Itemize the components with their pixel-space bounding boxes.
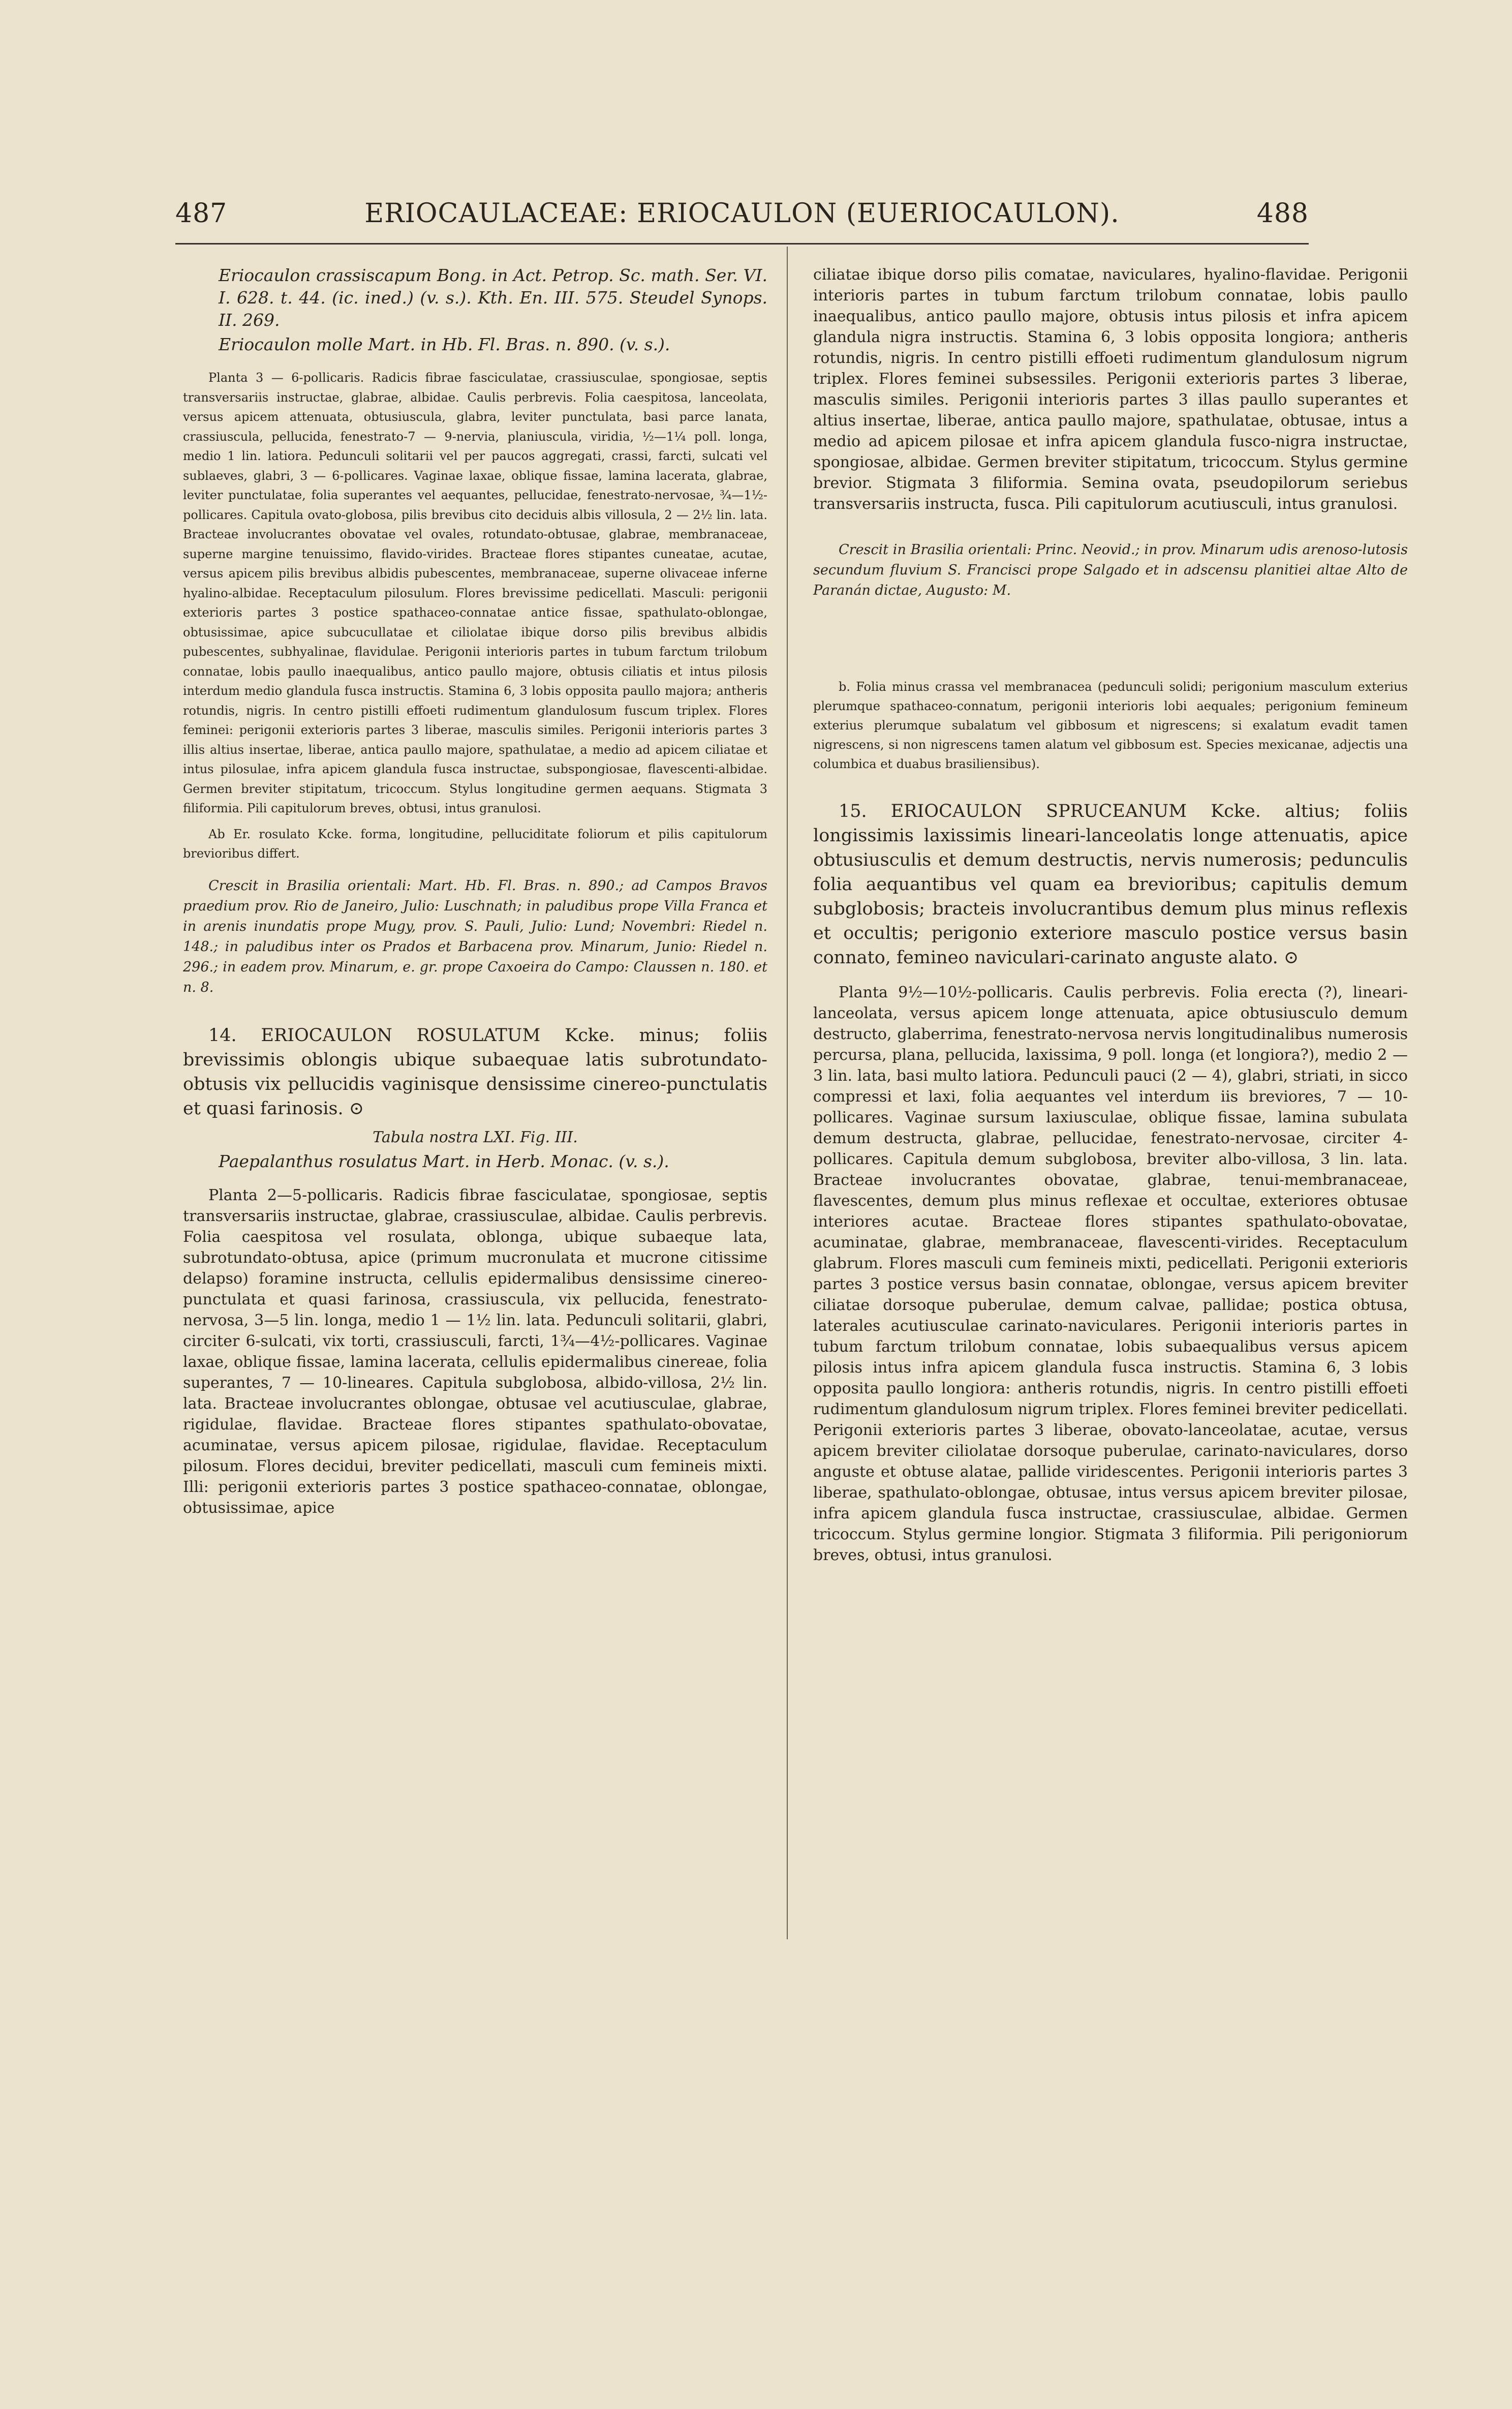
- species-14-heading: 14. ERIOCAULON ROSULATUM Kcke. minus; foliis brevissimis oblongis ubique subaequae latis subrotundato-obtusis vix pellucidis vaginisque densissime cinereo-punctulatis et quasi farinosis. ⊙: [183, 1025, 767, 1119]
- synonym-crassiscapum: Eriocaulon crassiscapum Bong. in Act. Petrop. Sc. math. Ser. VI. I. 628. t. 44. (ic. ined.) (v. s.). Kth. En. III. 575. Steudel Synops. II. 269.: [219, 265, 767, 330]
- differentia-crassiscapum: Ab Er. rosulato Kcke. forma, longitudine, pelluciditate foliorum et pilis capitulorum brevioribus differt.: [183, 827, 767, 861]
- column-separator: [787, 247, 788, 1939]
- right-column: [813, 264, 1408, 1566]
- description-rosulatum: Planta 2—5-pollicaris. Radicis fibrae fasciculatae, spongiosae, septis transversariis instructae, glabrae, crassiusculae, albidae. Caulis perbrevis. Folia caespitosa vel rosulata, oblonga, ubique subaeque lata, subrotundato-obtusa, apice (primum mucronulata et mucrone citissime delapso) foramine instructa, cellulis epidermalibus densissime cinereo-punctulata et quasi farinosa, crassiuscula, vix pellucida, fenestrato-nervosa, 3—5 lin. longa, medio 1 — 1½ lin. lata. Pedunculi solitarii, glabri, circiter 6-sulcati, vix torti, crassiusculi, farcti, 1¾—4½-pollicares. Vaginae laxae, oblique fissae, lamina lacerata, cellulis epidermalibus cinereae, folia superantes, 7 — 10-lineares. Capitula subglobosa, albido-villosa, 2½ lin. lata. Bracteae involucrantes oblongae, obtusae vel acutiusculae, glabrae, rigidulae, flavidae. Bracteae flores stipantes spathulato-obovatae, acuminatae, versus apicem pilosae, rigidulae, flavidae. Receptaculum pilosum. Flores decidui, breviter pedicellati, masculi cum femineis mixti. Illi: perigonii exterioris partes 3 postice spathaceo-connatae, oblongae, obtusissimae, apice: [183, 1186, 767, 1517]
- species-15-heading: 15. ERIOCAULON SPRUCEANUM Kcke. altius; foliis longissimis laxissimis lineari-lanceolatis longe attenuatis, apice obtusiusculis et demum destructis, nervis numerosis; pedunculis folia aequantibus vel quam ea brevioribus; capitulis demum subglobosis; bracteis involucrantibus demum plus minus reflexis et occultis; perigonio exteriore masculo postice versus basin connato, femineo naviculari-carinato anguste alato. ⊙: [813, 801, 1408, 968]
- left-column: [183, 264, 767, 1518]
- description-crassiscapum: Planta 3 — 6-pollicaris. Radicis fibrae fasciculatae, crassiusculae, spongiosae, septis transversariis instructae, glabrae, albidae. Caulis perbrevis. Folia caespitosa, lanceolata, versus apicem attenuata, obtusiuscula, glabra, leviter punctulata, basi parce lanata, crassiuscula, pellucida, fenestrato-7 — 9-nervia, planiuscula, viridia, ½—1¼ poll. longa, medio 1 lin. latiora. Pedunculi solitarii vel per paucos aggregati, crassi, farcti, sulcati vel sublaeves, glabri, 3 — 6-pollicares. Vaginae laxae, oblique fissae, lamina lacerata, glabrae, leviter punctulatae, folia superantes vel aequantes, pellucidae, fenestrato-nervosae, ¾—1½-pollicares. Capitula ovato-globosa, pilis brevibus cito deciduis albis villosula, 2 — 2½ lin. lata. Bracteae involucrantes obovatae vel ovales, rotundato-obtusae, glabrae, membranaceae, superne margine tenuissimo, flavido-virides. Bracteae flores stipantes cuneatae, acutae, versus apicem pilis brevibus albidis pubescentes, membranaceae, superne olivaceae inferne hyalino-albidae. Receptaculum pilosulum. Flores brevissime pedicellati. Masculi: perigonii exterioris partes 3 postice spathaceo-connatae antice fissae, spathulato-oblongae, obtusissimae, apice subcucullatae et ciliolatae ibique dorso pilis brevibus albidis pubescentes, subhyalinae, flavidulae. Perigonii interioris partes in tubum farctum trilobum connatae, lobis paullo inaequalibus, antico paullo majore, obtusis ciliatis et intus pilosis interdum medio glandula fusca instructis. Stamina 6, 3 lobis opposita paullo majora; antheris rotundis, nigris. In centro pistilli effoeti rudimentum glandulosum fuscum triplex. Flores feminei: perigonii exterioris partes 3 liberae, masculis similes. Perigonii interioris partes 3 illis altius insertae, liberae, antica paullo majore, spathulatae, a medio ad apicem ciliatae et intus pilosulae, infra apicem glandula fusca instructae, subspongiosae, flavescenti-albidae. Germen breviter stipitatum, tricoccum. Stylus longitudine germen aequans. Stigmata 3 filiformia. Pili capitulorum breves, obtusi, intus granulosi.: [183, 371, 767, 815]
- locality-rosulatum: Crescit in Brasilia orientali: Princ. Neovid.; in prov. Minarum udis arenoso-lutosis secundum fluvium S. Francisci prope Salgado et in adscensu planitiei altae Alto de Paranán dictae, Augusto: M.: [813, 542, 1408, 598]
- header-rule: [175, 243, 1309, 245]
- description-rosulatum-cont: ciliatae ibique dorso pilis comatae, naviculares, hyalino-flavidae. Perigonii interioris partes in tubum farctum trilobum connatae, lobis paullo inaequalibus, antico paullo majore, obtusis intus pilosis et infra apicem glandula nigra instructis. Stamina 6, 3 lobis opposita longiora; antheris rotundis, nigris. In centro pistilli effoeti rudimentum glandulosum nigrum triplex. Flores feminei subsessiles. Perigonii exterioris partes 3 liberae, masculis similes. Perigonii interioris partes 3 illas paullo superantes et altius insertae, liberae, antica paullo majore, spathulatae, obtusae, intus a medio ad apicem pilosae et infra apicem glandula fusco-nigra instructae, spongiosae, albidae. Germen breviter stipitatum, tricoccum. Stylus germine brevior. Stigmata 3 filiformia. Semina ovata, pseudopilorum seriebus transversariis instructa, fusca. Pili capitulorum acutiusculi, intus granulosi.: [813, 266, 1408, 513]
- synonym-molle: Eriocaulon molle Mart. in Hb. Fl. Bras. n. 890. (v. s.).: [219, 334, 670, 354]
- synonym-paepalanthus: Paepalanthus rosulatus Mart. in Herb. Monac. (v. s.).: [219, 1151, 669, 1171]
- description-spruceanum: Planta 9½—10½-pollicaris. Caulis perbrevis. Folia erecta (?), lineari-lanceolata, versus apicem longe attenuata, apice obtusiusculo demum destructo, glaberrima, fenestrato-nervosa nervis longitudinalibus numerosis percursa, plana, pellucida, laxissima, 9 poll. longa (et longiora?), medio 2 — 3 lin. lata, basi multo latiora. Pedunculi pauci (2 — 4), glabri, striati, in sicco compressi et laxi, folia aequantes vel interdum iis breviores, 7 — 10-pollicares. Vaginae sursum laxiusculae, oblique fissae, lamina subulata demum destructa, glabrae, pellucidae, fenestrato-nervosae, circiter 4-pollicares. Capitula demum subglobosa, breviter albo-villosa, 3 lin. lata. Bracteae involucrantes obovatae, glabrae, tenui-membranaceae, flavescentes, demum plus minus reflexae et occultae, exteriores obtusae interiores acutae. Bracteae flores stipantes spathulato-obovatae, acuminatae, glabrae, membranaceae, flavescenti-virides. Receptaculum glabrum. Flores masculi cum femineis mixti, pedicellati. Perigonii exterioris partes 3 postice versus basin connatae, oblongae, versus apicem breviter ciliatae dorsoque puberulae, demum calvae, pallidae; postica obtusa, laterales acutiusculae carinato-naviculares. Perigonii interioris partes in tubum farctum trilobum connatae, lobis subaequalibus versus apicem pilosis intus infra apicem glandula fusca instructis. Stamina 6, 3 lobis opposita paullo longiora: antheris rotundis, nigris. In centro pistilli effoeti rudimentum glandulosum nigrum triplex. Flores feminei breviter pedicellati. Perigonii exterioris partes 3 liberae, obovato-lanceolatae, acutae, versus apicem breviter ciliolatae dorsoque puberulae, carinato-naviculares, dorso anguste et obtuse alatae, pallide viridescentes. Perigonii interioris partes 3 liberae, spathulato-oblongae, obtusae, intus versus apicem breviter pilosae, infra apicem glandula fusca instructae, crassiusculae, albidae. Germen tricoccum. Stylus germine longior. Stigmata 3 filiformia. Pili perigoniorum breves, obtusi, intus granulosi.: [813, 984, 1408, 1564]
- page-number-right: 488: [1256, 198, 1309, 229]
- running-title: ERIOCAULACEAE: ERIOCAULON (EUERIOCAULON).: [364, 198, 1120, 229]
- running-header: [175, 198, 1309, 239]
- locality-crassiscapum: Crescit in Brasilia orientali: Mart. Hb. Fl. Bras. n. 890.; ad Campos Bravos praedium prov. Rio de Janeiro, Julio: Luschnath; in paludibus prope Villa Franca et in arenis inundatis prope Mugy, prov. S. Pauli, Julio: Lund; Novembri: Riedel n. 148.; in paludibus inter os Prados et Barbacena prov. Minarum, Junio: Riedel n. 296.; in eadem prov. Minarum, e. gr. prope Caxoeira do Campo: Claussen n. 180. et n. 8.: [183, 877, 767, 995]
- page-number-left: 487: [175, 198, 228, 229]
- section-b-note: b. Folia minus crassa vel membranacea (pedunculi solidi; perigonium masculum exterius plerumque spathaceo-connatum, perigonii interioris lobi aequales; perigonium femineum exterius plerumque subalatum vel gibbosum et nigrescens; si exalatum evadit tamen nigrescens, si non nigrescens tamen alatum vel gibbosum est. Species mexicanae, adjectis una columbica et duabus brasiliensibus).: [813, 680, 1408, 771]
- plate-reference: Tabula nostra LXI. Fig. III.: [373, 1128, 578, 1146]
